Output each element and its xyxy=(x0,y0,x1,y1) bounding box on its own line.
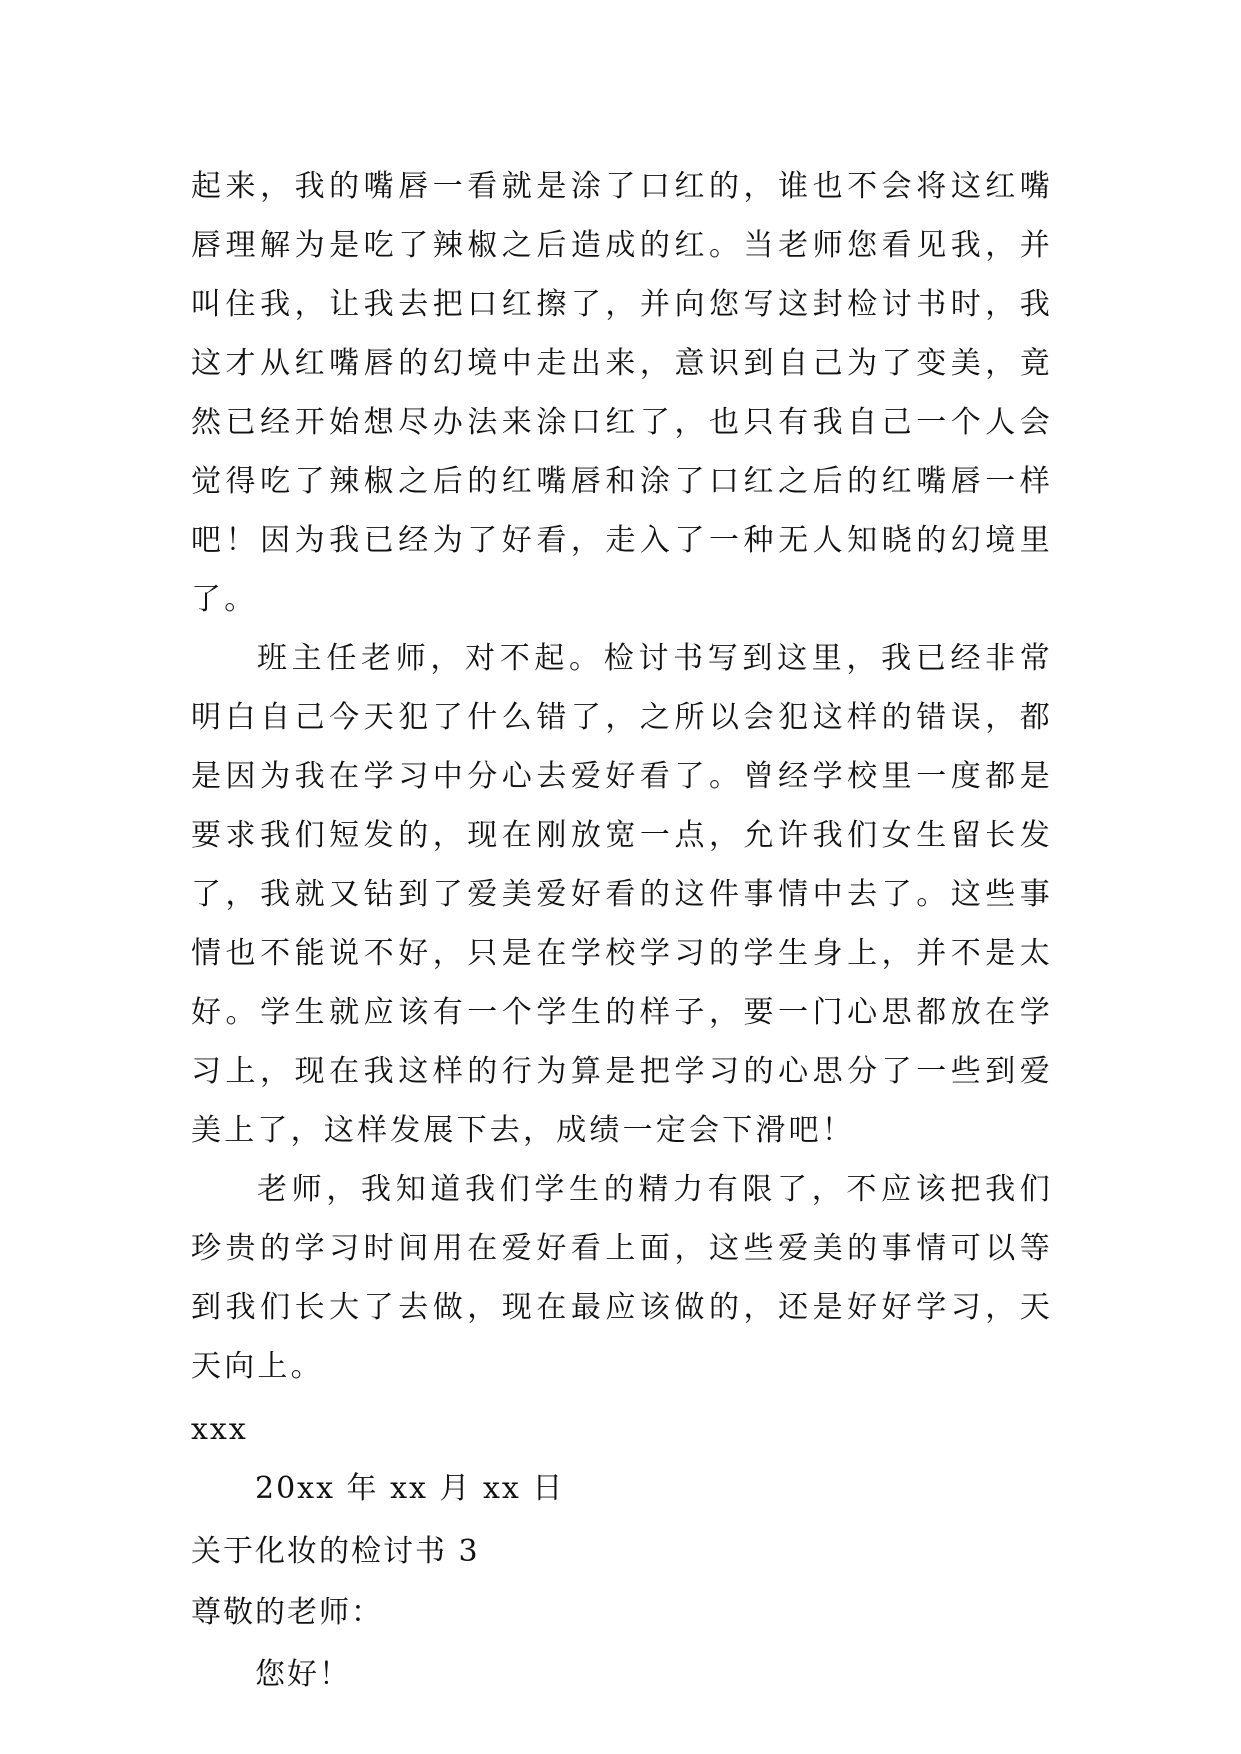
next-letter-title: 关于化妆的检讨书 3 xyxy=(191,1534,480,1569)
document-body xyxy=(191,157,1053,1707)
paragraph-apology: 班主任老师，对不起。检讨书写到这里，我已经非常明白自己今天犯了什么错了，之所以会犯这样的错误，都是因为我在学习中分心去爱好看了。曾经学校里一度都是要求我们短发的，现在刚放宽一点，允许我们女生留长发了，我就又钻到了爱美爱好看的这件事情中去了。这些事情也不能说不好，只是在学校学习的学生身上，并不是太好。学生就应该有一个学生的样子，要一门心思都放在学习上，现在我这样的行为算是把学习的心思分了一些到爱美上了，这样发展下去，成绩一定会下滑吧！ xyxy=(191,641,1053,1148)
paragraph-conclusion: 老师，我知道我们学生的精力有限了，不应该把我们珍贵的学习时间用在爱好看上面，这些爱美的事情可以等到我们长大了去做，现在最应该做的，还是好好学习，天天向上。 xyxy=(191,1172,1053,1384)
paragraph-continuation: 起来，我的嘴唇一看就是涂了口红的，谁也不会将这红嘴唇理解为是吃了辣椒之后造成的红。当老师您看见我，并叫住我，让我去把口红擦了，并向您写这封检讨书时，我这才从红嘴唇的幻境中走出来，意识到自己为了变美，竟然已经开始想尽办法来涂口红了，也只有我自己一个人会觉得吃了辣椒之后的红嘴唇和涂了口红之后的红嘴唇一样吧！因为我已经为了好看，走入了一种无人知晓的幻境里了。 xyxy=(191,169,1053,617)
signer-name: xxx xyxy=(191,1412,248,1447)
signature-date: 20xx 年 xx 月 xx 日 xyxy=(255,1471,565,1506)
greeting: 您好！ xyxy=(255,1657,351,1692)
salutation: 尊敬的老师： xyxy=(191,1595,383,1630)
